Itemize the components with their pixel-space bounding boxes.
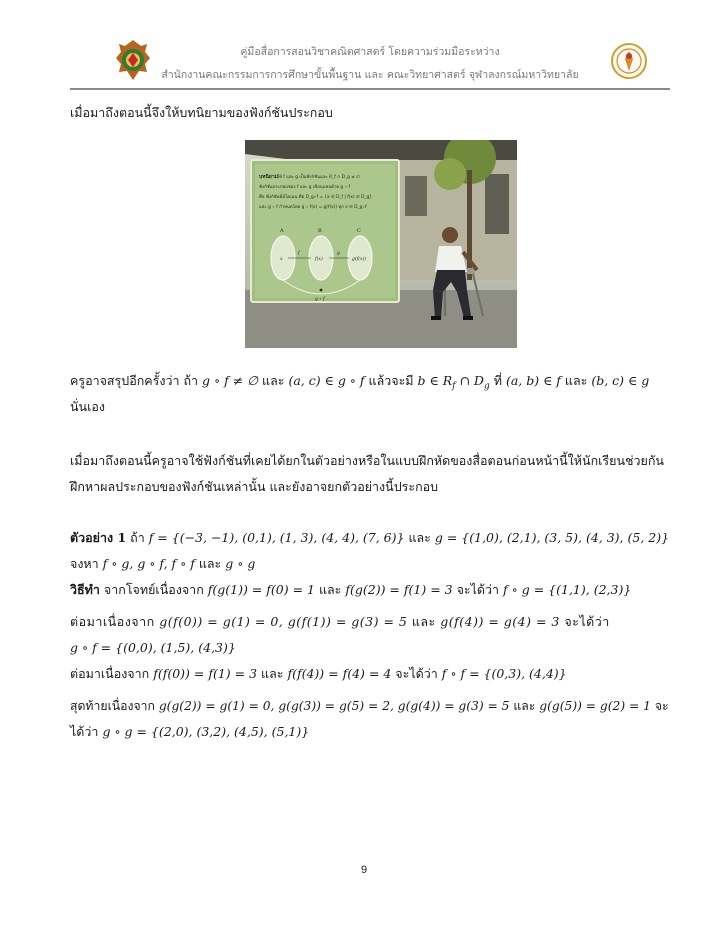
slide-set-c-label: C <box>357 228 361 234</box>
solution-l4-so: จะได้ว่า <box>395 666 438 681</box>
summary-math-ab: (a, b) ∈ f <box>505 373 561 388</box>
solution-line-4 <box>70 666 674 682</box>
summary-text: ครูอาจสรุปอีกครั้งว่า ถ้า <box>70 373 199 388</box>
slide-arrow-g-label: g <box>337 251 340 256</box>
solution-l6-result: g ∘ g = {(2,0), (3,2), (4,5), (5,1)} <box>102 724 310 739</box>
solution-l6-text: ได้ว่า <box>70 724 99 739</box>
summary-and: และ <box>262 373 285 388</box>
header-subtitle: สำนักงานคณะกรรมการการศึกษาขั้นพื้นฐาน และ คณะวิทยาศาสตร์ จุฬาลงกรณ์มหาวิทยาลัย <box>161 69 579 81</box>
solution-l2-so: จะได้ว่า <box>564 614 610 629</box>
solution-l4-and: และ <box>261 666 284 681</box>
solution-l1-text: จากโจทย์เนื่องจาก <box>103 582 204 597</box>
solution-l1-and: และ <box>318 582 342 597</box>
summary-sub-g: g <box>483 381 490 392</box>
summary-math-b-main: b ∈ R <box>417 373 453 388</box>
example-find-math-2: g ∘ g <box>225 556 256 571</box>
summary-and-2: และ <box>564 373 588 388</box>
slide-definition-label: บทนิยาม <box>259 174 278 180</box>
solution-line-3 <box>70 640 674 656</box>
solution-line-5 <box>70 698 674 714</box>
university-seal-logo <box>610 42 648 80</box>
summary-then: แล้วจะมี <box>368 373 414 388</box>
solution-l4-math-1: f(f(0)) = f(1) = 3 <box>153 666 258 681</box>
slide-element-x: x <box>280 257 283 262</box>
solution-label: วิธีทำ <box>70 582 100 597</box>
solution-line-2 <box>70 614 674 630</box>
slide-definition-line3: คือ ฟังก์ชันที่มีโดเมน คือ D_g∘f = {x ∈ D_f | f(x) ∈ D_g} <box>259 195 373 200</box>
paragraph-2-line-2: ฝึกหาผลประกอบของฟังก์ชันเหล่านั้น และยังอาจยกตัวอย่างนี้ประกอบ <box>70 479 439 494</box>
solution-l1-math-1: f(g(1)) = f(0) = 1 <box>207 582 315 597</box>
solution-l2-and: และ <box>411 614 436 629</box>
slide-element-gfx: g(f(x)) <box>352 257 367 262</box>
solution-l4-result: f ∘ f = {(0,3), (4,4)} <box>441 666 567 681</box>
solution-l5-text: สุดท้ายเนื่องจาก <box>70 699 155 713</box>
summary-line-2: นั่นเอง <box>70 399 105 414</box>
paragraph-2-line-1: เมื่อมาถึงตอนนี้ครูอาจใช้ฟังก์ชันที่เคยได้ยกในตัวอย่างหรือในแบบฝึกหัดของสื่อตอนก่อนหน้านี้ให้นักเรียนช่วยกัน <box>70 453 664 468</box>
example-if: ถ้า <box>130 530 145 545</box>
summary-line-1 <box>70 373 674 395</box>
page-header <box>0 0 728 100</box>
summary-math-bc: (b, c) ∈ g <box>591 373 650 388</box>
solution-l4-text: ต่อมาเนื่องจาก <box>70 666 150 681</box>
solution-l1-math-2: f(g(2)) = f(1) = 3 <box>345 582 453 597</box>
slide-definition-line4: และ g ∘ f กำหนดโดย g ∘ f(x) = g(f(x)) ทุก x ∈ D_g∘f <box>259 205 367 210</box>
solution-l5-and: และ <box>513 699 536 713</box>
lecture-photo <box>245 140 517 348</box>
solution-l5-math-1: g(g(2)) = g(1) = 0, g(g(3)) = g(5) = 2, g(g(4)) = g(3) = 5 <box>158 699 510 713</box>
solution-l5-so: จะ <box>654 699 669 713</box>
summary-math-nonempty: g ∘ f ≠ ∅ <box>202 373 259 388</box>
solution-line-6 <box>70 724 674 740</box>
solution-l4-math-2: f(f(4)) = f(4) = 4 <box>287 666 392 681</box>
example-g-definition: g = {(1,0), (2,1), (3, 5), (4, 3), (5, 2)} <box>434 530 670 545</box>
slide-definition-line1: ให้ f และ g เป็นฟังก์ชันและ R_f ∩ D_g ≠ ∅ <box>277 175 360 180</box>
solution-l2-math-1: g(f(0)) = g(1) = 0, g(f(1)) = g(3) = 5 <box>159 614 408 629</box>
example-find-math: f ∘ g, g ∘ f, f ∘ f <box>102 556 195 571</box>
slide-element-fx: f(x) <box>315 257 323 262</box>
summary-math-b <box>417 373 490 392</box>
slide-set-a-label: A <box>280 228 284 234</box>
solution-l2-math-2: g(f(4)) = g(4) = 3 <box>440 614 560 629</box>
solution-l1-result: f ∘ g = {(1,1), (2,3)} <box>503 582 632 597</box>
slide-set-b-label: B <box>318 228 322 234</box>
slide-arrow-f-label: f <box>298 251 300 256</box>
slide-composition-label: g ∘ f <box>315 297 325 302</box>
example-and: และ <box>408 530 431 545</box>
page-number: 9 <box>360 864 368 876</box>
example-line-2 <box>70 556 674 572</box>
summary-math-ac: (a, c) ∈ g ∘ f <box>288 373 365 388</box>
solution-l2-text: ต่อมาเนื่องจาก <box>70 614 155 629</box>
slide-definition-line2: ฟังก์ชันประกอบของ f และ g เขียนแทนด้วย g ∘ f <box>259 185 351 190</box>
solution-l1-so: จะได้ว่า <box>456 582 500 597</box>
solution-l3-result: g ∘ f = {(0,0), (1,5), (4,3)} <box>70 640 236 655</box>
intro-text: เมื่อมาถึงตอนนี้จึงให้บทนิยามของฟังก์ชันประกอบ <box>70 105 333 120</box>
example-f-definition: f = {(−3, −1), (0,1), (1, 3), (4, 4), (7, 6)} <box>148 530 405 545</box>
header-title: คู่มือสื่อการสอนวิชาคณิตศาสตร์ โดยความร่วมมือระหว่าง <box>240 46 500 58</box>
summary-where: ที่ <box>493 373 502 388</box>
solution-line-1 <box>70 582 674 598</box>
example-label: ตัวอย่าง 1 <box>70 530 127 545</box>
solution-l5-math-2: g(g(5)) = g(2) = 1 <box>539 699 651 713</box>
summary-sub-f: f <box>452 381 456 392</box>
example-line-1 <box>70 530 674 546</box>
example-find-text: จงหา <box>70 556 99 571</box>
header-divider <box>70 88 670 90</box>
summary-cap: ∩ D <box>459 373 484 388</box>
example-find-and: และ <box>198 556 222 571</box>
school-emblem-logo <box>114 38 152 82</box>
